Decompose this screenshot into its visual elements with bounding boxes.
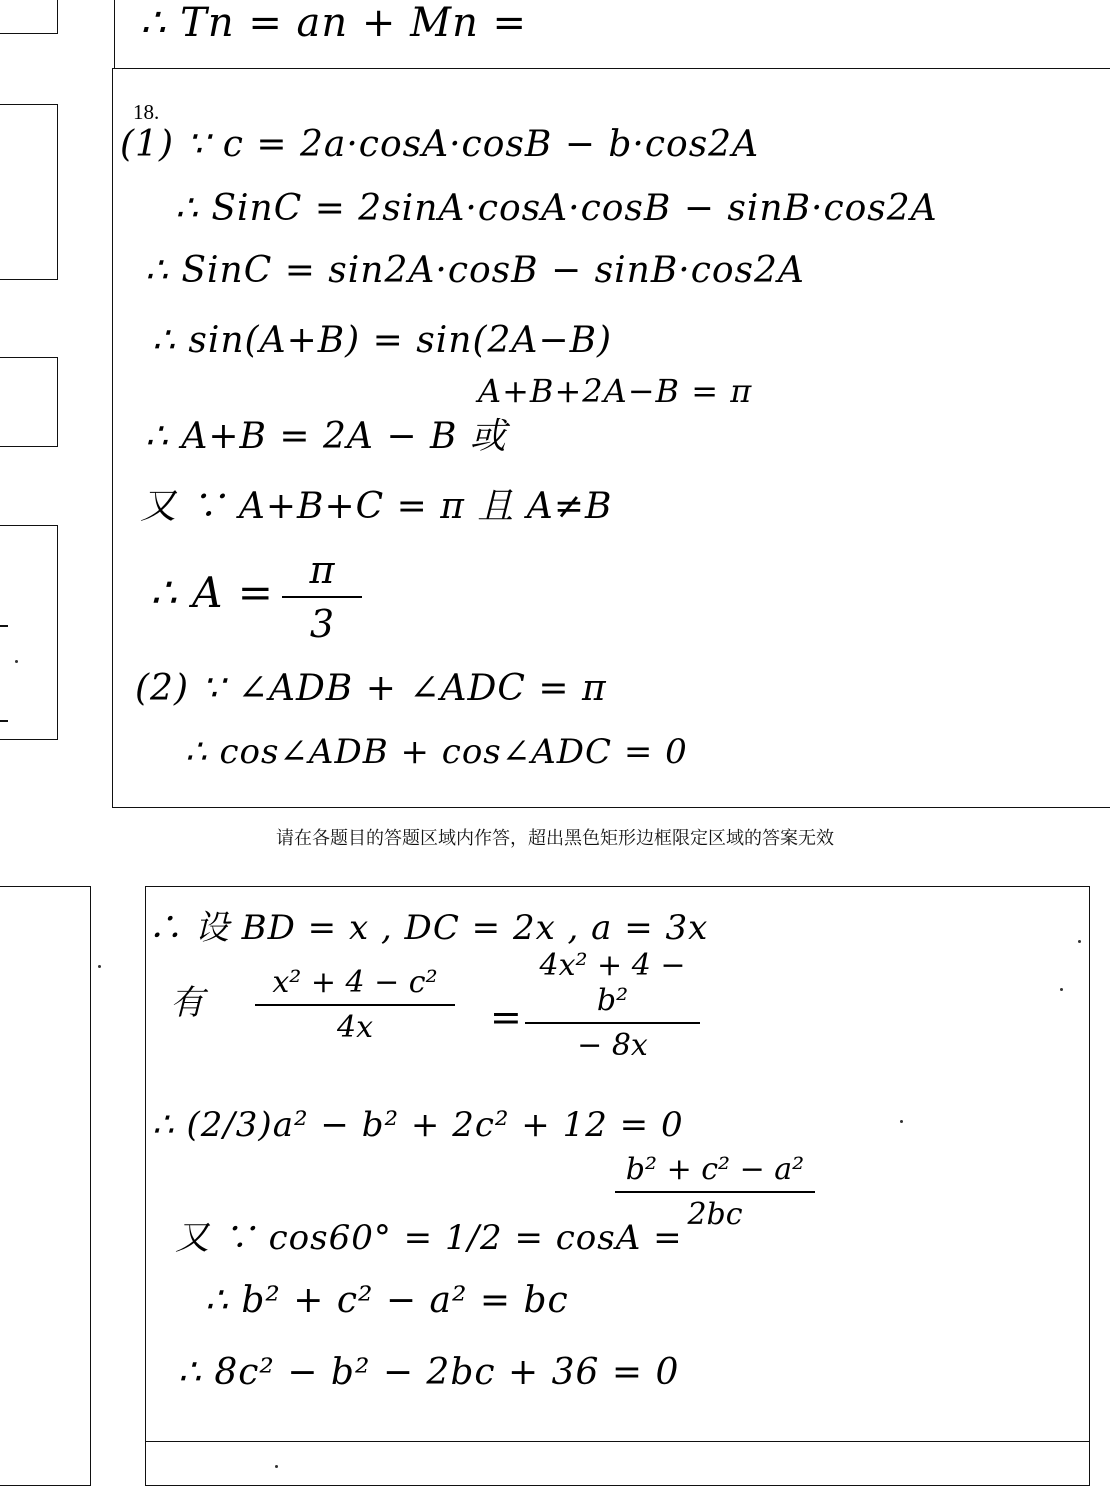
fraction-bar [282,596,362,598]
fraction-denominator: − 8x [577,1028,648,1063]
fraction-numerator: 4x² + 4 − b² [539,948,686,1018]
q18-line-3: ∴ SinC = sin2A·cosB − sinB·cos2A [145,250,805,291]
margin-box-5 [0,886,91,1486]
q18-line-1: (1) ∵ c = 2a·cosA·cosB − b·cos2A [120,124,760,165]
scan-speck [900,1120,903,1123]
margin-tick [0,720,8,722]
top-handwriting: ∴ Tn = an + Mn = [140,0,528,46]
cont-line-3: 又 ∵ cos60° = 1/2 = cosA = [175,1218,683,1258]
q18-line-6: A+B+2A−B = π [478,372,753,410]
continuation-inner-rule [145,1441,1090,1442]
margin-box-3 [0,357,58,447]
cont-line-5: ∴ 8c² − b² − 2bc + 36 = 0 [178,1352,680,1393]
fraction-numerator: b² + c² − a² [625,1152,805,1187]
cont-fraction-3 [615,1152,815,1232]
cont-line-2: ∴ (2/3)a² − b² + 2c² + 12 = 0 [152,1105,684,1145]
cont-line-1: ∴ 设 BD = x , DC = 2x , a = 3x [148,908,709,948]
q18-line-5: ∴ A+B = 2A − B 或 [145,416,507,457]
cont-line-4: ∴ b² + c² − a² = bc [205,1280,569,1321]
q18-result-prefix: ∴ A = [150,568,274,617]
fraction-denominator: 3 [309,602,335,646]
q18-result-fraction [282,548,362,646]
fraction-numerator: π [309,548,335,592]
question-number: 18. [133,100,160,124]
q18-line-2: ∴ SinC = 2sinA·cosA·cosB − sinB·cos2A [175,188,938,229]
q18-line-9: ∴ cos∠ADB + cos∠ADC = 0 [185,732,688,772]
fraction-denominator: 2bc [687,1197,743,1232]
scan-speck [15,660,18,663]
fraction-denominator: 4x [336,1010,373,1045]
answer-area-notice: 请在各题目的答题区域内作答，超出黑色矩形边框限定区域的答案无效 [276,828,834,849]
fraction-bar [525,1022,700,1024]
q18-line-4: ∴ sin(A+B) = sin(2A−B) [152,320,613,361]
margin-box-2 [0,104,58,280]
margin-tick [0,625,8,627]
q18-line-7: 又 ∵ A+B+C = π 且 A≠B [140,486,613,527]
has-label: 有 [170,983,205,1023]
equals-sign: = [490,995,523,1039]
margin-box-1 [0,0,58,34]
scan-speck [1078,940,1081,943]
q18-line-8: (2) ∵ ∠ADB + ∠ADC = π [135,668,607,709]
scan-speck [1060,988,1063,991]
margin-box-4 [0,525,58,740]
scan-speck [98,965,101,968]
fraction-bar [255,1004,455,1006]
cont-fraction-1 [255,965,455,1045]
cont-fraction-2 [525,948,700,1063]
fraction-numerator: x² + 4 − c² [272,965,438,1000]
fraction-bar [615,1191,815,1193]
scan-speck [275,1465,278,1468]
